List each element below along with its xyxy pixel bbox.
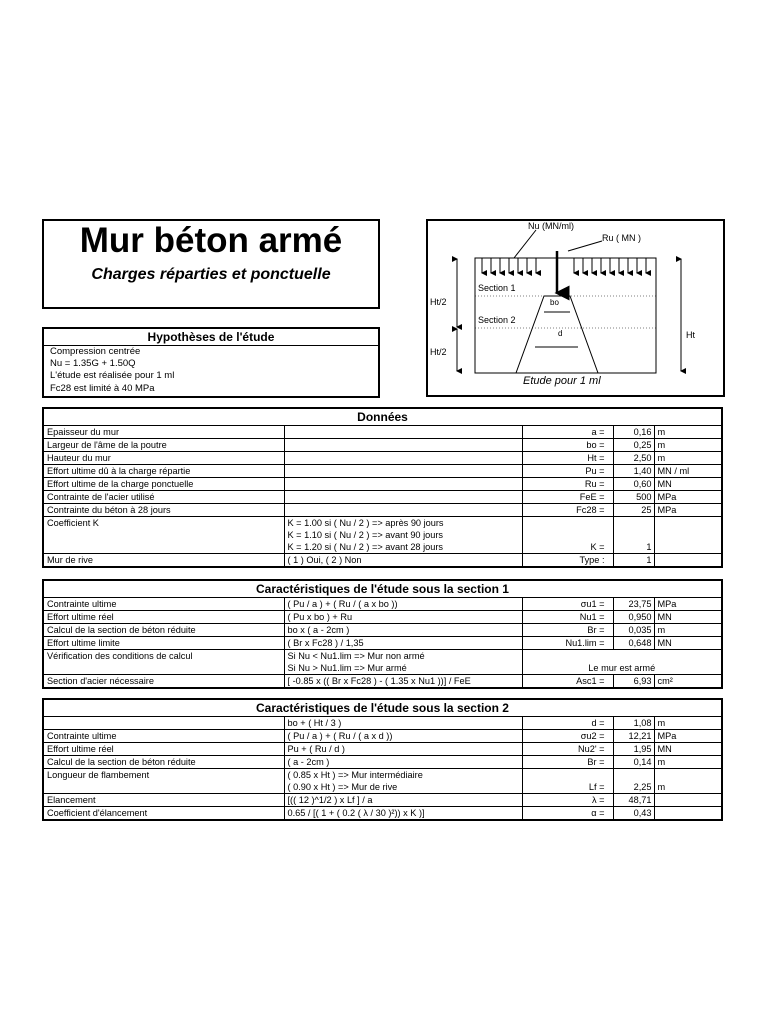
table-cell [284,478,522,491]
table-cell: 1 [613,554,654,567]
table-cell: Longueur de flambement [44,769,284,782]
table-cell: 0,43 [613,807,654,820]
document-title: Mur béton armé [79,221,343,260]
hypotheses-box [42,327,380,398]
table-cell [284,504,522,517]
table-cell [654,794,721,807]
document-subtitle: Charges réparties et ponctuelle [91,266,331,283]
table-cell: MN [654,611,721,624]
table-cell: 25 [613,504,654,517]
table-cell: m [654,781,721,794]
table-cell: m [654,426,721,439]
table-row [44,491,721,504]
table-cell: Si Nu > Nu1.lim => Mur armé [284,662,522,675]
distributed-load-arrows [482,258,646,273]
table-cell: Calcul de la section de béton réduite [44,624,284,637]
table-cell: Effort ultime limite [44,637,284,650]
donnees-table [44,426,721,566]
table-cell: d = [522,717,613,730]
table-cell [522,650,721,663]
table-cell: Coefficient d'élancement [44,807,284,820]
table-row [44,504,721,517]
table-cell: σu2 = [522,730,613,743]
table-cell: 0,950 [613,611,654,624]
table-cell: MPa [654,730,721,743]
table-cell: FeE = [522,491,613,504]
table-cell: Hauteur du mur [44,452,284,465]
section1-table [44,598,721,687]
table-cell: K = [522,541,613,554]
table-cell: 0,648 [613,637,654,650]
table-cell: Vérification des conditions de calcul [44,650,284,663]
ht2-bottom-label: Ht/2 [430,347,447,357]
table-cell: Br = [522,624,613,637]
table-cell [284,491,522,504]
table-cell: 0,14 [613,756,654,769]
table-cell: 0,60 [613,478,654,491]
section2-table [44,717,721,819]
section2-header: Caractéristiques de l'étude sous la section 2 [44,700,721,717]
table-cell: Coefficient K [44,517,284,530]
table-cell: ( 0.90 x Ht ) => Mur de rive [284,781,522,794]
table-cell: MN [654,478,721,491]
table-cell: m [654,439,721,452]
donnees-section [42,407,723,568]
bo-label: bo [550,298,559,307]
table-cell: Epaisseur du mur [44,426,284,439]
table-cell: α = [522,807,613,820]
table-cell: Elancement [44,794,284,807]
table-cell: bo + ( Ht / 3 ) [284,717,522,730]
table-row [44,662,721,675]
table-cell: m [654,756,721,769]
ht2-top-label: Ht/2 [430,297,447,307]
table-row [44,781,721,794]
table-cell [284,426,522,439]
table-cell: λ = [522,794,613,807]
table-row [44,426,721,439]
table-cell: σu1 = [522,598,613,611]
table-cell: 1,40 [613,465,654,478]
table-row [44,743,721,756]
table-cell: bo x ( a - 2cm ) [284,624,522,637]
table-cell [654,554,721,567]
table-cell: 1 [613,541,654,554]
table-cell: ( Pu / a ) + ( Ru / ( a x bo )) [284,598,522,611]
table-cell: bo = [522,439,613,452]
table-cell [522,517,613,530]
table-cell: K = 1.00 si ( Nu / 2 ) => après 90 jours [284,517,522,530]
table-cell: ( 0.85 x Ht ) => Mur intermédiaire [284,769,522,782]
table-cell: ( Br x Fc28 ) / 1,35 [284,637,522,650]
table-cell: Contrainte de l'acier utilisé [44,491,284,504]
wall-diagram-svg [428,221,723,395]
table-cell [44,541,284,554]
table-cell: Asc1 = [522,675,613,688]
d-label: d [558,329,563,338]
nu-label: Nu (MN/ml) [528,221,574,231]
table-cell: MN [654,743,721,756]
verification-result: Le mur est armé [522,662,721,675]
table-cell: Nu2' = [522,743,613,756]
table-cell: Pu + ( Ru / d ) [284,743,522,756]
table-cell: K = 1.10 si ( Nu / 2 ) => avant 90 jours [284,529,522,541]
table-row [44,598,721,611]
donnees-header: Données [44,409,721,426]
section2-block [42,698,723,821]
section1-block [42,579,723,689]
table-cell: 0,25 [613,439,654,452]
table-cell [284,452,522,465]
table-row [44,478,721,491]
table-cell [613,529,654,541]
table-cell [654,529,721,541]
table-cell [44,717,284,730]
table-cell: Nu1 = [522,611,613,624]
table-row [44,541,721,554]
table-cell: Largeur de l'âme de la poutre [44,439,284,452]
table-cell: m [654,717,721,730]
table-cell: 12,21 [613,730,654,743]
table-cell: Lf = [522,781,613,794]
table-row [44,611,721,624]
table-row [44,717,721,730]
table-cell: cm² [654,675,721,688]
table-cell [284,465,522,478]
table-cell [44,781,284,794]
table-row [44,554,721,567]
wall-diagram [426,219,725,397]
section1-header: Caractéristiques de l'étude sous la section 1 [44,581,721,598]
table-cell: a = [522,426,613,439]
table-cell: Type : [522,554,613,567]
table-cell: [(( 12 )^1/2 ) x Lf ] / a [284,794,522,807]
table-cell: MPa [654,504,721,517]
table-cell: 500 [613,491,654,504]
table-cell: 1,08 [613,717,654,730]
table-cell: Si Nu < Nu1.lim => Mur non armé [284,650,522,663]
table-cell: MN [654,637,721,650]
table-cell [654,517,721,530]
table-cell: 48,71 [613,794,654,807]
ht-label: Ht [686,330,695,340]
table-cell: MPa [654,491,721,504]
hypothesis-line: L'étude est réalisée pour 1 ml [50,370,175,382]
hypothesis-line: Compression centrée [50,346,141,357]
table-cell [654,807,721,820]
table-cell: Fc28 = [522,504,613,517]
hypotheses-header: Hypothèses de l'étude [44,329,378,346]
table-row [44,529,721,541]
table-cell: 6,93 [613,675,654,688]
table-row [44,650,721,663]
table-cell: Contrainte ultime [44,730,284,743]
table-cell [522,529,613,541]
hypothesis-line: Fc28 est limité à 40 MPa [50,382,155,394]
table-cell: [ -0.85 x (( Br x Fc28 ) - ( 1.35 x Nu1 ))] / FeE [284,675,522,688]
table-cell [654,541,721,554]
table-cell [613,517,654,530]
table-cell: Contrainte ultime [44,598,284,611]
table-cell: ( Pu x bo ) + Ru [284,611,522,624]
table-cell [44,662,284,675]
table-cell: m [654,624,721,637]
table-cell: Pu = [522,465,613,478]
ru-label: Ru ( MN ) [602,233,641,243]
diagram-caption: Etude pour 1 ml [523,375,601,387]
table-cell [44,529,284,541]
table-cell [654,769,721,782]
table-cell: 0,16 [613,426,654,439]
table-row [44,465,721,478]
table-cell: 2,50 [613,452,654,465]
load-spread [516,296,598,373]
hypothesis-line: Nu = 1.35G + 1.50Q [50,358,136,370]
table-cell: 2,25 [613,781,654,794]
section1-label: Section 1 [478,283,516,293]
table-row [44,794,721,807]
table-row [44,439,721,452]
table-cell: Mur de rive [44,554,284,567]
table-cell [522,769,613,782]
table-row [44,452,721,465]
table-row [44,517,721,530]
table-cell [613,769,654,782]
table-cell: Nu1.lim = [522,637,613,650]
table-cell: Effort ultime réel [44,743,284,756]
table-cell: Ht = [522,452,613,465]
table-cell: Ru = [522,478,613,491]
table-cell: Section d'acier nécessaire [44,675,284,688]
table-cell: 1,95 [613,743,654,756]
title-box [42,219,380,309]
table-cell: 23,75 [613,598,654,611]
table-cell: Effort ultime réel [44,611,284,624]
table-cell: K = 1.20 si ( Nu / 2 ) => avant 28 jours [284,541,522,554]
table-cell: Br = [522,756,613,769]
table-cell: MN / ml [654,465,721,478]
table-cell: Contrainte du béton à 28 jours [44,504,284,517]
table-cell: Effort ultime de la charge ponctuelle [44,478,284,491]
table-cell: ( 1 ) Oui, ( 2 ) Non [284,554,522,567]
table-cell: m [654,452,721,465]
table-cell: ( Pu / a ) + ( Ru / ( a x d )) [284,730,522,743]
table-cell: Calcul de la section de béton réduite [44,756,284,769]
table-cell: MPa [654,598,721,611]
table-row [44,675,721,688]
table-cell: 0,035 [613,624,654,637]
table-row [44,756,721,769]
table-row [44,730,721,743]
table-cell [284,439,522,452]
table-cell: Effort ultime dû à la charge répartie [44,465,284,478]
section2-label: Section 2 [478,315,516,325]
table-row [44,769,721,782]
table-cell: ( a - 2cm ) [284,756,522,769]
table-row [44,637,721,650]
table-cell: 0.65 / [( 1 + ( 0.2 ( λ / 30 )²)) x K )] [284,807,522,820]
table-row [44,807,721,820]
table-row [44,624,721,637]
